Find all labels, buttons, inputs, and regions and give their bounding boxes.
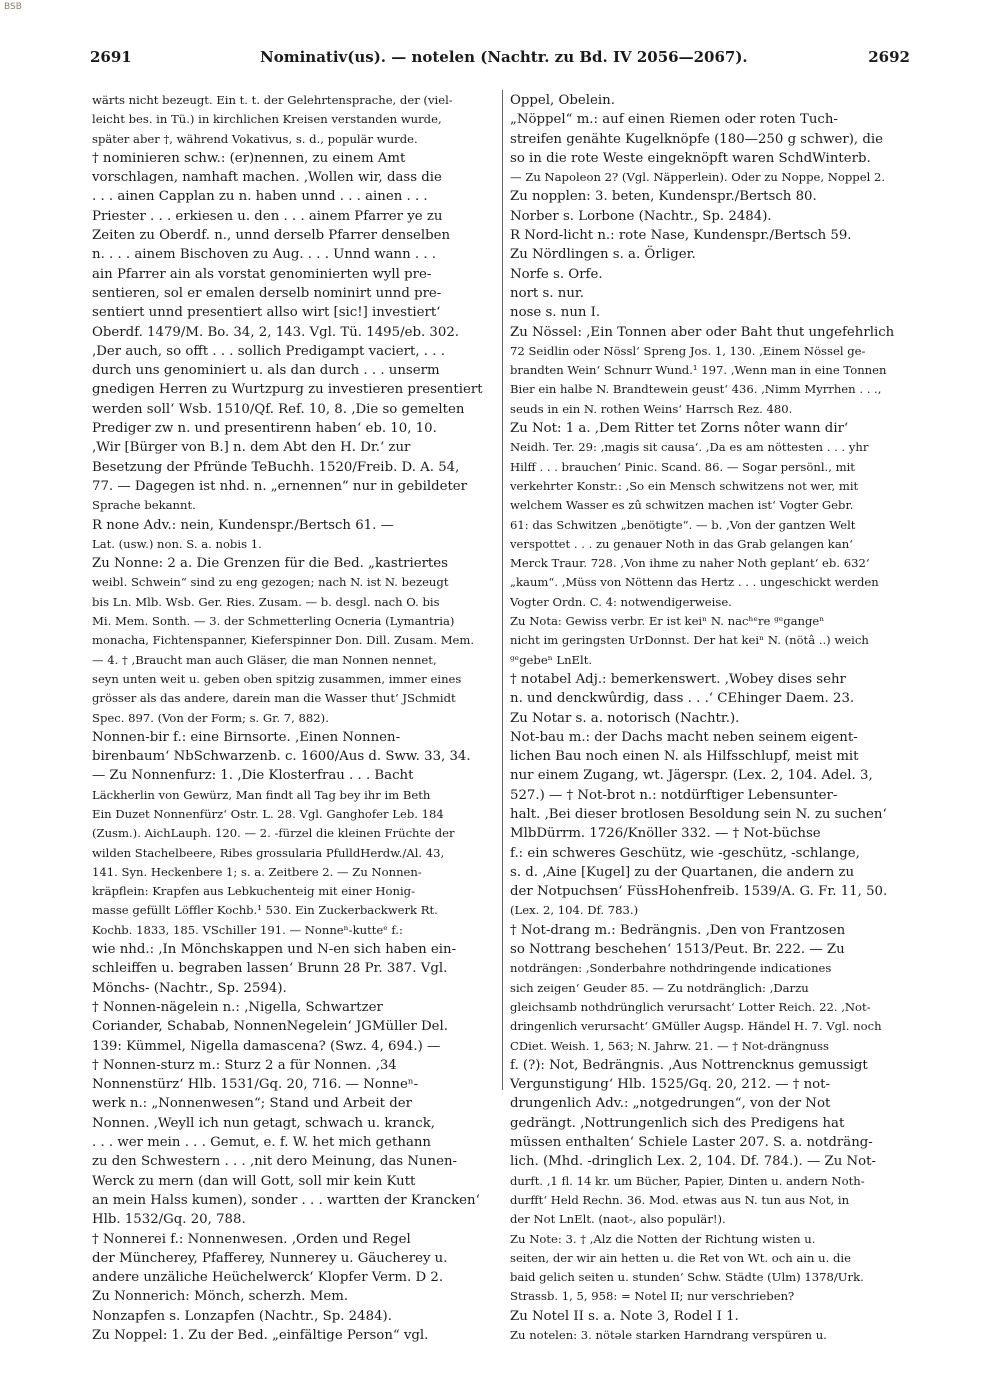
text-line: Zu Note: 3. † ‚Alz die Notten der Richtung wisten u.: [510, 1231, 816, 1246]
text-line: Nonzapfen s. Lonzapfen (Nachtr., Sp. 2484).: [92, 1308, 392, 1324]
text-line: 61: das Schwitzen „benötigte“. — b. ‚Von der gantzen Welt: [510, 517, 856, 532]
text-line: CDiet. Weish. 1, 563; N. Jahrw. 21. — † Not-drängnuss: [510, 1038, 830, 1053]
text-line: Zu Nonnerich: Mönch, scherzh. Mem.: [92, 1289, 349, 1305]
text-line: Werck zu mern (dan will Gott, soll mir kein Kutt: [92, 1173, 416, 1189]
text-line: MlbDürrm. 1726/Knöller 332. — † Not-büchse: [510, 826, 821, 842]
text-line: 77. — Dagegen ist nhd. n. „ernennen“ nur in gebildeter: [92, 478, 468, 494]
text-line: bis Ln. Mlb. Wsb. Ger. Ries. Zusam. — b. desgl. nach O. bis: [92, 594, 440, 609]
text-line: Zu Notel II s. a. Note 3, Rodel I 1.: [510, 1308, 739, 1324]
text-line: Neidh. Ter. 29: ‚magis sit causa‘. ‚Da es am nöttesten . . . yhr: [510, 440, 869, 455]
text-line: wärts nicht bezeugt. Ein t. t. der Gelehrtensprache, der (viel-: [92, 93, 453, 107]
library-mark: BSB: [4, 2, 22, 12]
text-line: 72 Seidlin oder Nössl‘ Spreng Jos. 1, 130. ‚Einem Nössel ge-: [510, 343, 866, 358]
text-line: Läckherlin von Gewürz, Man findt all Tag bey ihr im Beth: [92, 787, 431, 802]
text-line: baid gelich seiten u. stunden‘ Schw. Städte (Ulm) 1378/Urk.: [510, 1270, 864, 1285]
text-line: † Nonnerei f.: Nonnenwesen. ‚Orden und Regel: [92, 1231, 411, 1247]
text-line: Mi. Mem. Sonth. — 3. der Schmetterling Ocneria (Lymantria): [92, 614, 455, 629]
text-line: Nonnenstürz‘ Hlb. 1531/Gq. 20, 716. — Nonneⁿ-: [92, 1077, 419, 1093]
text-line: † Nonnen-nägelein n.: ‚Nigella, Schwartzer: [92, 999, 383, 1015]
text-line: weibl. Schwein“ sind zu eng gezogen; nach N. ist N. bezeugt: [92, 575, 449, 590]
text-line: — Zu Napoleon 2? (Vgl. Näpperlein). Oder zu Noppe, Noppel 2.: [510, 170, 886, 185]
text-line: wilden Stachelbeere, Ribes grossularia PfulldHerdw./Al. 43,: [92, 845, 445, 860]
text-line: vorschlagen, namhaft machen. ‚Wollen wir, dass die: [92, 170, 442, 186]
text-line: birenbaum‘ NbSchwarzenb. c. 1600/Aus d. Sww. 33, 34.: [92, 749, 471, 765]
text-line: seiten, der wir ain hetten u. die Ret von Wt. och ain u. die: [510, 1250, 851, 1265]
text-line: später aber †, während Vokativus, s. d., populär wurde.: [92, 131, 418, 146]
text-line: s. d. ‚Aine [Kugel] zu der Quartanen, die andern zu: [510, 864, 855, 880]
text-line: verkehrter Konstr.: ‚So ein Mensch schwitzens not wer, mit: [510, 478, 859, 493]
text-line: 139: Kümmel, Nigella damascena? (Swz. 4, 694.) —: [92, 1038, 441, 1054]
text-line: notdrängen: ‚Sonderbahre nothdringende indicationes: [510, 961, 832, 976]
right-text-column: [510, 91, 908, 1381]
text-line: lichen Bau noch einen N. als Hilfsschlupf, meist mit: [510, 749, 859, 765]
text-line: gedrängt. ‚Nottrungenlich sich des Predigens hat: [510, 1115, 845, 1131]
text-line: Norber s. Lorbone (Nachtr., Sp. 2484).: [510, 208, 772, 224]
text-line: Zu nopplen: 3. beten, Kundenspr./Bertsch 80.: [510, 189, 817, 205]
text-line: so in die rote Weste eingeknöpft waren SchdWinterb.: [510, 150, 871, 166]
text-line: durfft‘ Held Rechn. 36. Mod. etwas aus N. tun aus Not, in: [510, 1192, 850, 1207]
text-line: n. und denckwûrdig, dass . . .‘ CEhinger Daem. 23.: [510, 691, 855, 707]
text-line: n. . . . ainem Bischoven zu Aug. . . . Unnd wann . . .: [92, 247, 437, 263]
text-line: sich zeigen‘ Geuder 85. — Zu notdränglich: ‚Darzu: [510, 980, 809, 995]
text-line: sentiert unnd presentiert allso wirt [sic!] investiert‘: [92, 305, 441, 321]
text-line: Vogter Ordn. C. 4: notwendigerweise.: [510, 594, 732, 609]
text-line: der Müncherey, Pfafferey, Nunnerey u. Gäucherey u.: [92, 1250, 448, 1266]
text-line: der Notpuchsen‘ FüssHohenfreib. 1539/A. G. Fr. 11, 50.: [510, 884, 888, 900]
text-line: 527.) — † Not-brot n.: notdürftiger Lebensunter-: [510, 787, 838, 803]
text-line: kräpflein: Krapfen aus Lebkuchenteig mit einer Honig-: [92, 884, 415, 899]
left-column-number: 2691: [90, 48, 132, 66]
text-line: nur einem Zugang, wt. Jägerspr. (Lex. 2, 104. Adel. 3,: [510, 768, 873, 784]
text-line: Coriander, Schabab, NonnenNegelein‘ JGMüller Del.: [92, 1019, 449, 1035]
text-line: grösser als das andere, darein man die Wasser thut‘ JSchmidt: [92, 691, 456, 706]
text-line: Zeiten zu Oberdf. n., unnd derselb Pfarrer denselben: [92, 228, 451, 244]
text-line: Zu Nössel: ‚Ein Tonnen aber oder Baht thut ungefehrlich: [510, 324, 895, 340]
text-line: „Nöppel“ m.: auf einen Riemen oder roten Tuch-: [510, 112, 838, 128]
text-line: müssen enthalten‘ Schiele Laster 207. S. a. notdräng-: [510, 1135, 873, 1151]
text-line: Bier ein halbe N. Brandtewein geust‘ 436. ‚Nimm Myrrhen . . .,: [510, 382, 882, 397]
text-line: Zu Noppel: 1. Zu der Bed. „einfältige Person“ vgl.: [92, 1328, 429, 1343]
text-line: Norfe s. Orfe.: [510, 266, 603, 282]
running-title: Nominativ(us). — notelen (Nachtr. zu Bd. IV 2056—2067).: [260, 48, 748, 66]
text-line: an mein Halss kumen), sonder . . . wartten der Krancken‘: [92, 1192, 480, 1208]
text-line: Mönchs- (Nachtr., Sp. 2594).: [92, 980, 287, 996]
text-line: Strassb. 1, 5, 958: = Notel II; nur verschrieben?: [510, 1289, 795, 1304]
text-line: Hilff . . . brauchen‘ Pinic. Scand. 86. — Sogar persönl., mit: [510, 459, 855, 474]
column-divider: [502, 90, 503, 1090]
text-line: Zu Notar s. a. notorisch (Nachtr.).: [510, 710, 740, 726]
text-line: der Not LnElt. (naot-, also populär!).: [510, 1212, 726, 1227]
text-line: gnedigen Herren zu Wurtzpurg zu investieren presentiert: [92, 382, 483, 398]
text-line: seuds in ein N. rothen Weins‘ Harrsch Rez. 480.: [510, 401, 793, 416]
text-line: Zu notelen: 3. nötəle starken Harndrang verspüren u.: [510, 1328, 827, 1342]
text-line: gleichsamb nothdrünglich verursacht‘ Lotter Reich. 22. ‚Not-: [510, 999, 871, 1014]
text-line: † notabel Adj.: bemerkenswert. ‚Wobey dises sehr: [510, 671, 846, 687]
text-line: streifen genähte Kugelknöpfe (180—250 g schwer), die: [510, 131, 884, 147]
text-line: dringenlich verursacht‘ GMüller Augsp. Händel H. 7. Vgl. noch: [510, 1019, 882, 1034]
text-line: andere unzäliche Heüchelwerck‘ Klopfer Verm. D 2.: [92, 1270, 444, 1286]
text-line: Oppel, Obelein.: [510, 93, 615, 108]
text-line: nort s. nur.: [510, 285, 585, 301]
text-line: ain Pfarrer ain als vorstat genominierten wyll pre-: [92, 266, 432, 282]
text-line: so Nottrang beschehen‘ 1513/Peut. Br. 222. — Zu: [510, 942, 845, 958]
text-line: (Zusm.). AichLauph. 120. — 2. -fürzel die kleinen Früchte der: [92, 826, 455, 841]
text-line: welchem Wasser es zû schwitzen machen ist‘ Vogter Gebr.: [510, 498, 854, 513]
text-line: schleiffen u. begraben lassen‘ Brunn 28 Pr. 387. Vgl.: [92, 961, 448, 977]
text-line: . . . ainen Capplan zu n. haben unnd . . . ainen . . .: [92, 189, 428, 205]
text-line: werk n.: „Nonnenwesen“; Stand und Arbeit der: [92, 1096, 412, 1112]
left-text-column: [92, 91, 490, 1381]
text-line: lich. (Mhd. -dringlich Lex. 2, 104. Df. 784.). — Zu Not-: [510, 1154, 876, 1170]
text-line: Prediger zw n. und presentirenn haben‘ eb. 10, 10.: [92, 421, 437, 437]
text-line: durft. ‚1 fl. 14 kr. um Bücher, Papier, Dinten u. andern Noth-: [510, 1173, 865, 1188]
text-line: f. (?): Not, Bedrängnis. ‚Aus Nottrencknus gemussigt: [510, 1057, 868, 1073]
text-line: Nonnen. ‚Weyll ich nun getagt, schwach u. kranck,: [92, 1115, 435, 1131]
text-line: brandten Wein‘ Schnurr Wund.¹ 197. ‚Wenn man in eine Tonnen: [510, 363, 887, 378]
text-line: sentieren, sol er emalen derselb nominirt unnd pre-: [92, 285, 442, 301]
text-line: monacha, Fichtenspanner, Kieferspinner Don. Dill. Zusam. Mem.: [92, 633, 475, 648]
text-line: † Not-drang m.: Bedrängnis. ‚Den von Frantzosen: [510, 922, 846, 938]
text-line: leicht bes. in Tü.) in kirchlichen Kreisen verstanden wurde,: [92, 112, 442, 127]
text-line: halt. ‚Bei dieser brotlosen Besoldung sein N. zu suchen‘: [510, 806, 887, 822]
text-line: nicht im geringsten UrDonnst. Der hat keiⁿ N. (nötâ ..) weich: [510, 633, 869, 648]
text-line: zu den Schwestern . . . ‚nit dero Meinung, das Nunen-: [92, 1154, 458, 1170]
text-line: Ein Duzet Nonnenfürz‘ Ostr. L. 28. Vgl. Ganghofer Leb. 184: [92, 806, 444, 821]
text-line: verspottet . . . zu genauer Noth in das Grab gelangen kan‘: [510, 536, 853, 551]
text-line: Nonnen-bir f.: eine Birnsorte. ‚Einen Nonnen-: [92, 729, 401, 745]
text-line: — Zu Nonnenfurz: 1. ‚Die Klosterfrau . . . Bacht: [92, 768, 414, 784]
text-line: Merck Traur. 728. ‚Von ihme zu naher Noth geplant‘ eb. 632‘: [510, 556, 870, 571]
text-line: — 4. † ‚Braucht man auch Gläser, die man Nonnen nennet,: [92, 652, 437, 667]
text-line: Zu Nördlingen s. a. Örliger.: [510, 247, 696, 263]
text-line: † Nonnen-sturz m.: Sturz 2 a für Nonnen. ‚34: [92, 1057, 397, 1073]
text-line: Zu Nonne: 2 a. Die Grenzen für die Bed. „kastriertes: [92, 556, 448, 572]
text-line: Spec. 897. (Von der Form; s. Gr. 7, 882).: [92, 710, 329, 725]
text-line: nose s. nun I.: [510, 305, 601, 321]
text-line: Oberdf. 1479/M. Bo. 34, 2, 143. Vgl. Tü. 1495/eb. 302.: [92, 324, 460, 340]
text-line: f.: ein schweres Geschütz, wie -geschütz, -schlange,: [510, 845, 860, 861]
text-line: R none Adv.: nein, Kundenspr./Bertsch 61. —: [92, 517, 394, 533]
text-line: . . . wer mein . . . Gemut, e. f. W. het mich gethann: [92, 1135, 431, 1151]
text-line: Kochb. 1833, 185. VSchiller 191. — Nonneⁿ-kutteᵉ f.:: [92, 922, 403, 937]
text-line: Zu Nota: Gewiss verbr. Er ist keiⁿ N. nacʰᵉre ᵍᵉgangeⁿ: [510, 614, 825, 629]
text-line: † nominieren schw.: (er)nennen, zu einem Amt: [92, 150, 406, 166]
text-line: Zu Not: 1 a. ‚Dem Ritter tet Zorns nôter wann dir‘: [510, 421, 849, 437]
right-column-number: 2692: [868, 48, 910, 66]
text-line: drungenlich Adv.: „notgedrungen“, von der Not: [510, 1096, 831, 1112]
text-line: ᵍᵉgebeⁿ LnElt.: [510, 652, 593, 667]
text-line: Sprache bekannt.: [92, 498, 196, 513]
text-line: durch uns genominiert u. als dan durch . . . unserm: [92, 363, 440, 379]
text-line: Not-bau m.: der Dachs macht neben seinem eigent-: [510, 729, 858, 745]
text-line: R Nord-licht n.: rote Nase, Kundenspr./Bertsch 59.: [510, 228, 852, 244]
text-line: masse gefüllt Löffler Kochb.¹ 530. Ein Zuckerbackwerk Rt.: [92, 903, 438, 918]
text-line: Vergunstigung‘ Hlb. 1525/Gq. 20, 212. — † not-: [510, 1077, 831, 1093]
text-line: (Lex. 2, 104. Df. 783.): [510, 903, 639, 918]
text-line: Hlb. 1532/Gq. 20, 788.: [92, 1212, 246, 1228]
text-line: Besetzung der Pfründe TeBuchh. 1520/Freib. D. A. 54,: [92, 459, 460, 475]
text-line: Priester . . . erkiesen u. den . . . ainem Pfarrer ye zu: [92, 208, 443, 224]
text-line: ‚Der auch, so offt . . . sollich Predigampt vaciert, . . .: [92, 343, 445, 359]
text-line: 141. Syn. Heckenbere 1; s. a. Zeitbere 2. — Zu Nonnen-: [92, 864, 422, 879]
text-line: werden soll‘ Wsb. 1510/Qf. Ref. 10, 8. ‚Die so gemelten: [92, 401, 465, 417]
text-line: ‚Wir [Bürger von B.] n. dem Abt den H. Dr.‘ zur: [92, 440, 411, 456]
text-line: „kaum“. ‚Müss von Nöttenn das Hertz . . . ungeschickt werden: [510, 575, 879, 590]
text-line: Lat. (usw.) non. S. a. nobis 1.: [92, 536, 262, 551]
text-line: wie nhd.: ‚In Mönchskappen und N-en sich haben ein-: [92, 942, 457, 958]
text-line: seyn unten weit u. geben oben spitzig zusammen, immer eines: [92, 671, 462, 686]
